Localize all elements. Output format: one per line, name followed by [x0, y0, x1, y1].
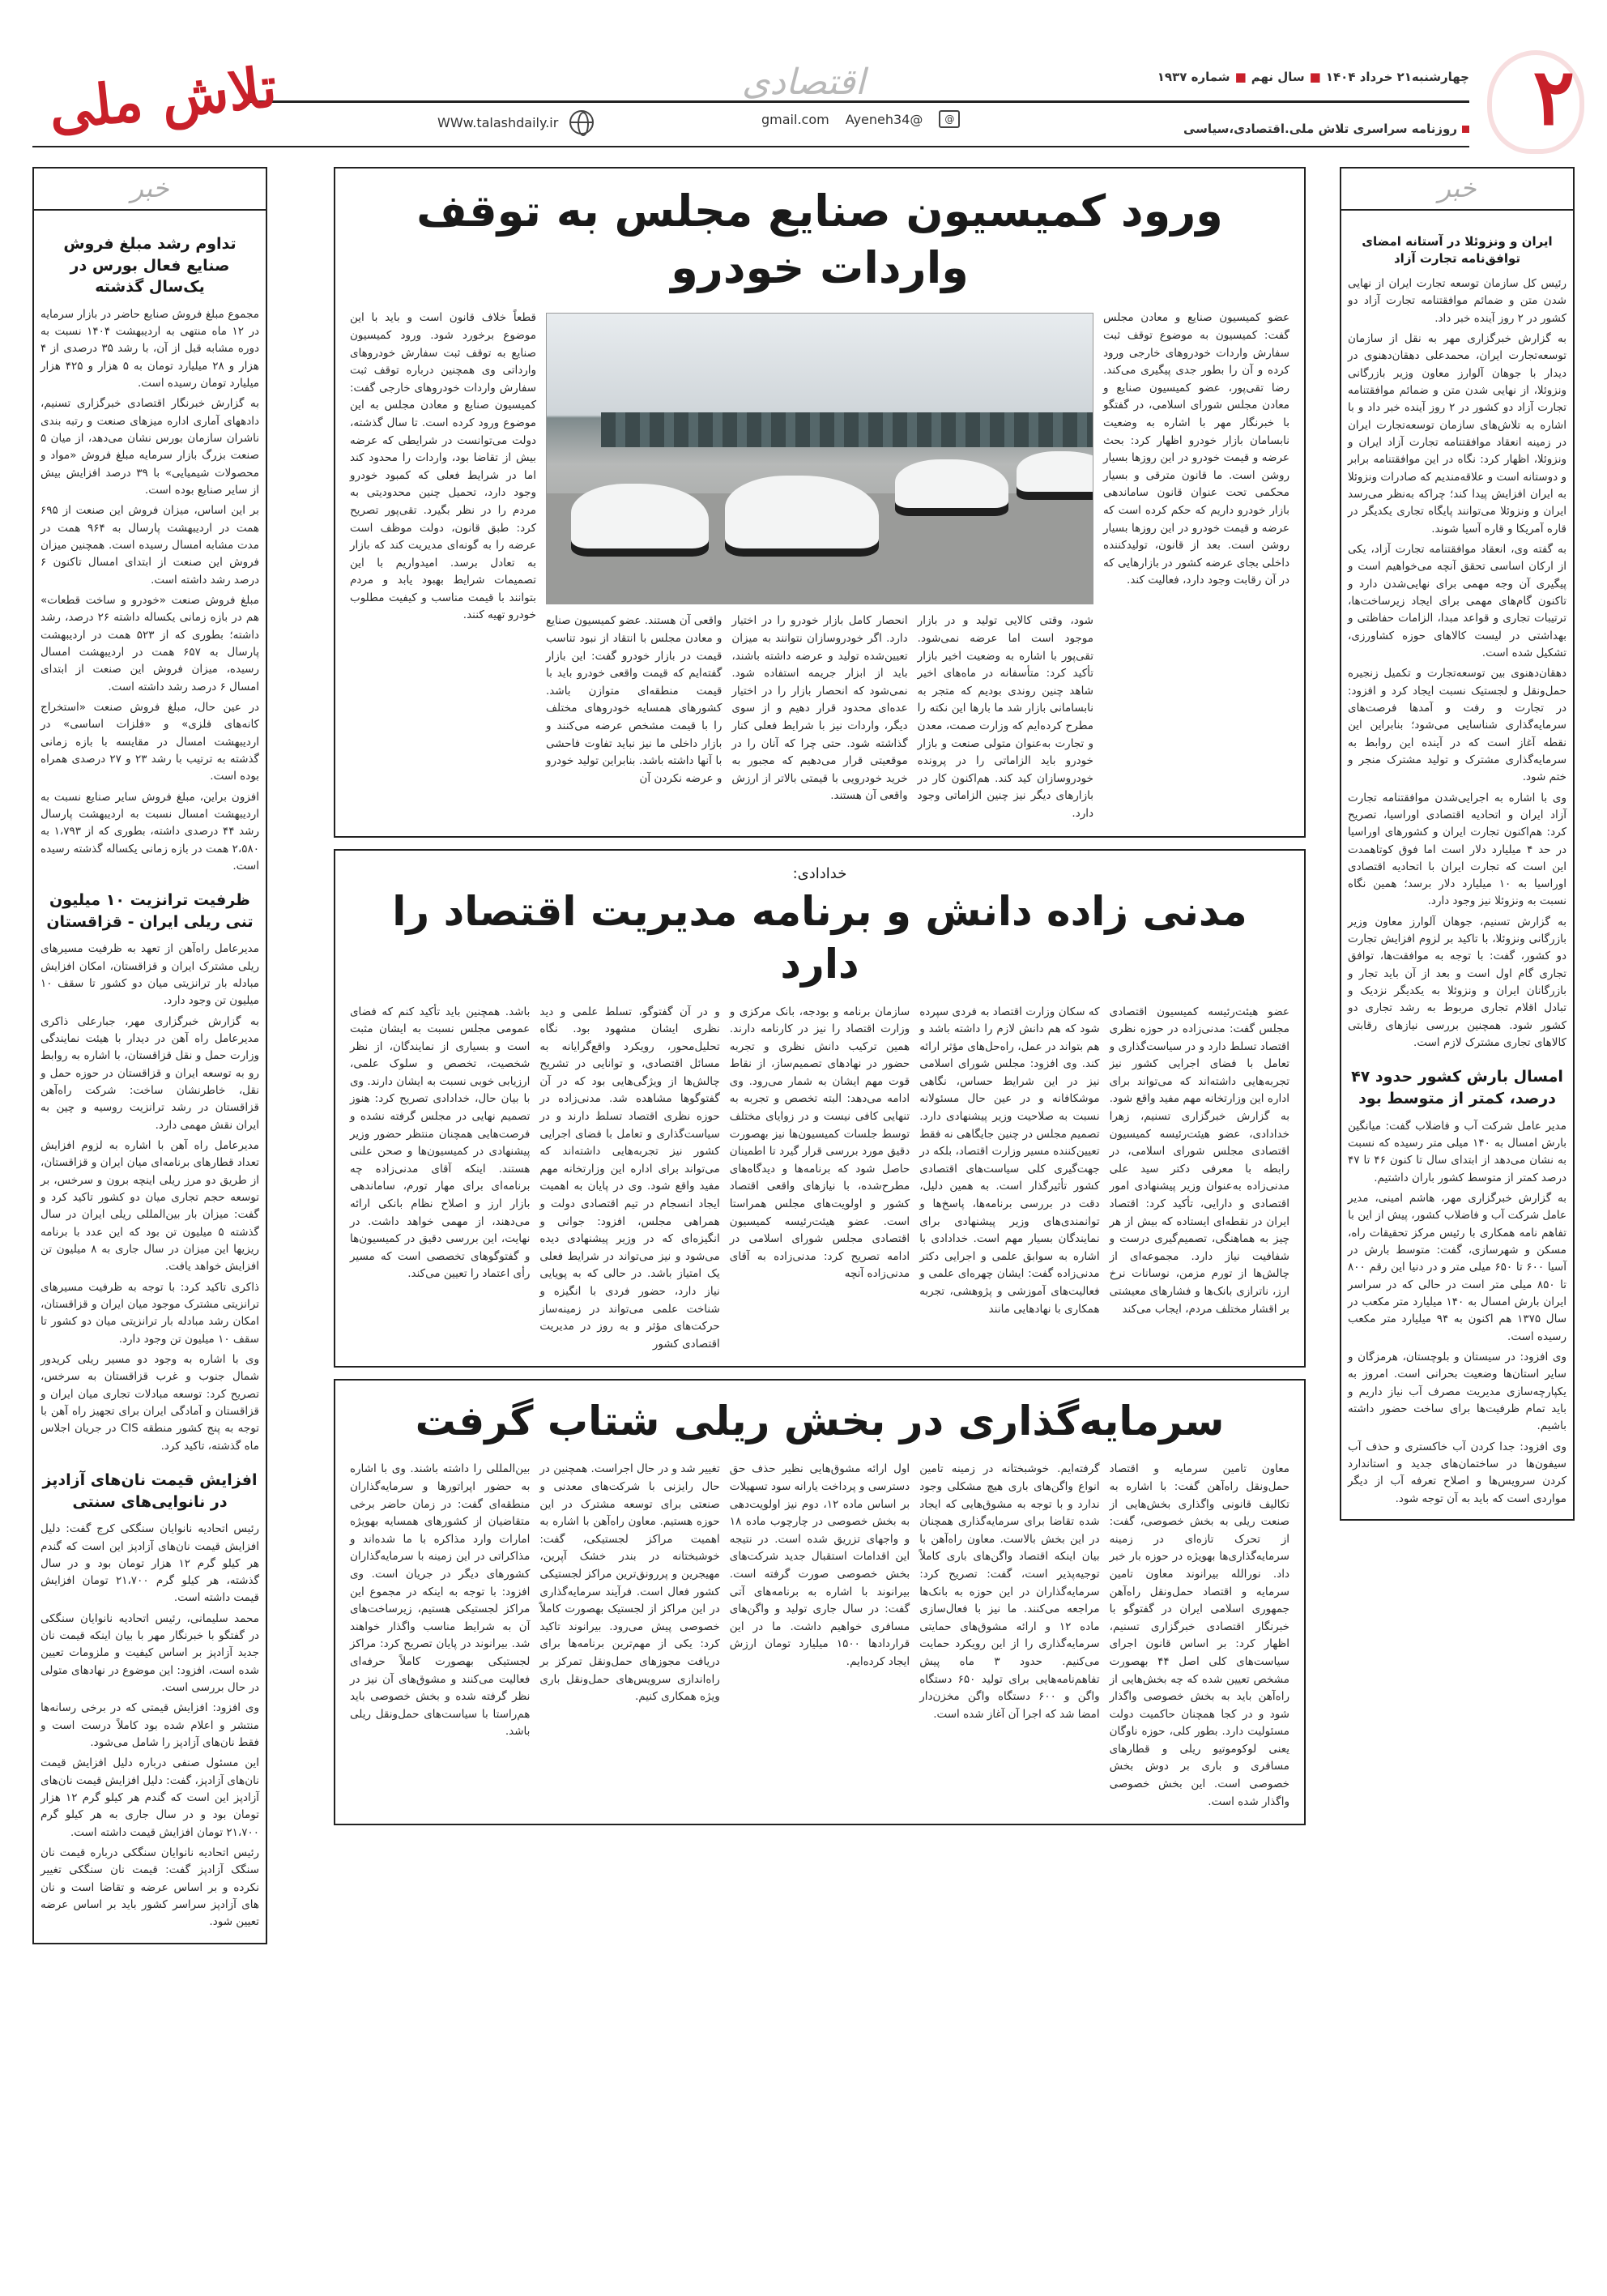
main-content	[334, 167, 1306, 1837]
news-paragraph: رئیس کل سازمان توسعه تجارت ایران از نهایی شدن متن و ضمائم موافقتنامه تجارت آزاد دو کشور در ۲ روز آینده خبر داد.	[1348, 277, 1567, 325]
news-paragraph: به گزارش خبرگزاری مهر، هاشم امینی، مدیر عامل شرکت آب و فاضلاب کشور، پیش از این با تفاهم نامه همکاری با رئیس مرکز تحقیقات راه، مسکن و شهرسازی، گفت: متوسط بارش در آسیا ۶۰۰ تا ۶۵۰ میلی متر و در دنیا این رقم ۸۰۰ تا ۸۵۰ میلی متر است در حالی که در سراسر ایران بارش امسال به ۱۴۰ میلیارد متر مکعب در سال ۱۳۷۵ هم اکنون به ۹۴ میلیارد متر مکعب رسیده است.	[1348, 1191, 1567, 1343]
story-headline: ورود کمیسیون صنایع مجلس به توقف واردات خودرو	[416, 186, 1223, 294]
globe-icon	[569, 110, 594, 134]
section-title: اقتصادی	[741, 62, 866, 103]
issue-number: شماره ۱۹۳۷	[1157, 70, 1230, 84]
news-paragraph: مجموع مبلغ فروش صنایع حاضر در بازار سرمایه در ۱۲ ماه منتهی به اردیبهشت ۱۴۰۴ نسبت به دوره مشابه قبل از آن، با رشد ۳۵ درصدی از ۴ هزار و ۲۸ میلیارد تومان به ۵ هزار و ۴۲۵ هزار میلیارد تومان رسیده است.	[40, 307, 260, 390]
story-car-imports	[334, 167, 1306, 838]
story-column: بین‌المللی را داشته باشند. وی با اشاره به حضور اپراتورها و سرمایه‌گذاران منطقه‌ای گفت: در زمان حاضر برخی متقاضیان از کشورهای همسایه بهویژه امارات وارد مذاکره با ما شده‌اند و مذاکراتی در این زمینه با سرمایه‌گذاران کشورهای دیگر در جریان است. وی افزود: با توجه به اینکه در مجموع این مراکز لجستیکی هستیم، زیرساخت‌های آن به شرایط مناسب واگذار خواهند شد. بیرانوند در پایان تصریح کرد: مراکز لجستیکی بهصورت کاملاً حرفه‌ای فعالیت می‌کنند و مشوق‌های آن نیز در نظر گرفته شده و بخش خصوصی باید هم‌راستا با سیاست‌های حمل‌ونقل ریلی باشد.	[349, 1462, 531, 1739]
news-paragraph: به گزارش خبرگزاری مهر به نقل از سازمان توسعه‌تجارت ایران، محمدعلی دهقان‌دهنوی در دیدار با جوهان آلوارز معاون وزیر بازرگانی ونزوئلا، از نهایی شدن متن و ضمائم موافقتنامه تجارت آزاد دو کشور در ۲ روز آینده خبر داد و با اشاره به تلاش‌های سازمان توسعه‌تجارت ایران در زمینه انعقاد موافقتنامه تجارت آزاد ایران و ونزوئلا، اظهار کرد: نگاه در این موافقتنامه برابر و دوستانه است و علاقه‌مندیم که صادرات ونزوئلا به ایران افزایش پیدا کند؛ چراکه به‌نظر می‌رسد ایران و ونزوئلا می‌توانند پایگاه تجاری یکدیگر در قاره آمریکا و قاره آسیا شوند.	[1348, 331, 1567, 536]
story-column: و در آن گفتوگو، تسلط علمی و دید نظری ایشان مشهود بود. نگاه تحلیل‌محور، رویکرد واقع‌گرایانه به مسائل اقتصادی، و توانایی در تشریح چالش‌ها از ویژگی‌هایی بود که در آن گفتوگوها مشاهده شد. مدنی‌زاده در حوزه نظری اقتصاد تسلط دارند و در سیاست‌گذاری و تعامل با فضای اجرایی کشور نیز تجربه‌هایی داشته‌اند که می‌تواند برای اداره این وزارتخانه مهم مفید واقع شود. وی در پایان به اهمیت ایجاد انسجام در تیم اقتصادی دولت و همراهی مجلس، افزود: جوانی و انگیزه‌ای که در وزیر پیشنهادی دیده می‌شود و نیز می‌تواند در شرایط فعلی یک امتیاز باشد. در حالی که به پویایی نیاز دارد، حضور فردی با انگیزه و شناخت علمی می‌تواند در زمینه‌ساز حرکت‌های مؤثر و به روز در مدیریت اقتصادی کشور	[539, 1005, 720, 1351]
news-title: ظرفیت ترانزیت ۱۰ میلیون تنی ریلی ایران - قزاقستان	[46, 891, 254, 931]
story-column: باشد. همچنین باید تأکید کنم که فضای عمومی مجلس نسبت به ایشان مثبت است و بسیاری از نمایندگان، از نظر شخصیت، تخصص و سلوک علمی، ارزیابی خوبی نسبت به ایشان دارند. وی با بیان حال، خدادادی تصریح کرد: هنوز تصمیم نهایی در مجلس گرفته نشده و فرصت‌هایی همچنان منتظر حضور وزیر پیشنهادی در کمیسیون‌ها و صحن علنی هستند. اینکه آقای مدنی‌زاده چه برنامه‌ای برای مهار تورم، ساماندهی بازار ارز و اصلاح نظام بانکی ارائه می‌دهند، از مهمی خواهد داشت. در نهایت، این بررسی دقیق در کمیسیون‌ها و گفتوگوهای تخصصی است که مسیر رأی اعتماد را تعیین می‌کند.	[349, 1005, 531, 1281]
story-column: تغییر شد و در حال اجراست. همچنین در حال رایزنی با شرکت‌های معدنی و صنعتی برای توسعه مشترک در این حوزه هستیم. معاون راه‌آهن با اشاره به اهمیت مراکز لجستیکی، گفت: خوشبختانه در بندر خشک آپرین، مهیجرین و پررونق‌ترین مراکز لجستیکی کشور فعال است. فرآیند سرمایه‌گذاری در این مراکز از لجستیک بهصورت کاملاً خصوصی پیش می‌رود. بیرانوند تاکید کرد: یکی از مهم‌ترین برنامه‌ها برای دریافت مجوزهای حمل‌ونقل تمرکز بر راه‌اندازی سرویس‌های حمل‌ونقل باری ویژه همکاری کنیم.	[539, 1462, 720, 1704]
news-paragraph: وی با اشاره به اجرایی‌شدن موافقتنامه تجارت آزاد ایران و اتحادیه اقتصادی اوراسیا، تصریح کرد: هم‌اکنون تجارت ایران و کشورهای اوراسیا در حد ۴ میلیارد دلار است اما فوق کوتاهمدت این است که تجارت ایران با اتحادیه اقتصادی اوراسیا به ۱۰ میلیارد دلار برسد؛ همین نگاه نسبت به ونزوئلا نیز وجود دارد.	[1348, 791, 1567, 908]
news-paragraph: مبلغ فروش صنعت «خودرو و ساخت قطعات» هم در بازه زمانی یکساله داشته ۲۶ درصد، رشد داشته؛ بطوری که از ۵۲۳ همت در اردیبهشت پارسال به ۶۵۷ همت در اردیبهشت امسال رسیده، میزان فروش این صنعت از ابتدای امسال ۶ درصد رشد داشته است.	[40, 594, 260, 693]
story-column: معاون تامین سرمایه و اقتصاد حمل‌ونقل راه‌آهن گفت: با اشاره به تکالیف قانونی واگذاری بخش‌هایی از صنعت ریلی به بخش خصوصی، گفت: از تحرک تازه‌ای در زمینه سرمایه‌گذاری‌ها بهویژه در حوزه بار خبر داد. نورالله بیرانوند معاون تامین سرمایه و اقتصاد حمل‌ونقل راه‌آهن جمهوری اسلامی ایران در گفتوگو با خبرنگار اقتصادی خبرگزاری تسنیم، اظهار کرد: بر اساس قانون اجرای سیاست‌های کلی اصل ۴۴ بهصورت مشخص تعیین شده که چه بخش‌هایی از راه‌آهن باید به بخش خصوصی واگذار شود و در کجا همچنان حاکمیت دولت مسئولیت دارد. بطور کلی، حوزه ناوگان یعنی لوکوموتیو ریلی و قطارهای مسافری و باری بر دوش بخش خصوصی است. این بخش خصوصی واگذار شده است.	[1109, 1462, 1289, 1808]
issue-info: چهارشنبه۲۱ خرداد ۱۴۰۴■سال نهم■شماره ۱۹۳۷	[1157, 70, 1469, 84]
story-column: اول ارائه مشوق‌هایی نظیر حذف حق دسترسی و پرداخت یارانه سود تسهیلات بر اساس ماده ۱۲، دوم نیز اولویت‌دهی به بخش خصوصی در چارچوب ماده ۱۸ و واجهای تزریق شده است. در نتیجه این اقدامات استقبال جدید شرکت‌های بخش خصوصی صورت گرفته است. بیرانوند با اشاره به برنامه‌های آتی گفت: در سال جاری تولید و واگن‌های مسافری خواهیم داشت. ما در این قراردادها ۱۵۰۰ میلیارد تومان ارزش ایجاد کرده‌ایم.	[729, 1462, 910, 1668]
news-paragraph: به گفته وی، انعقاد موافقتنامه تجارت آزاد، یکی از ارکان اساسی تحقق آنچه می‌خواهیم است و پیگیری آن وجه مهمی برای نهایی‌شدن دارد و تاکنون گام‌های مهمی برای ایجاد زیرساخت‌ها، ترتیبات تجاری و قواعد مبدا، الزامات حفاظتی و بهداشتی در لیست کالاهای حوزه کشاورزی، تشکیل شده است.	[1348, 542, 1567, 659]
news-paragraph: به گزارش خبرگزاری مهر، جبارعلی ذاکری مدیرعامل راه آهن در دیدار با هیئت نمایندگی وزارت حمل و نقل قزاقستان، با اشاره به روابط رو به توسعه ایران و قزاقستان در حوزه حمل و نقل، خاطرنشان ساخت: شرکت راه‌آهن قزاقستان در رشد ترانزیت روسیه و چین به ایران نقش مهمی دارد.	[40, 1014, 259, 1132]
left-news-column	[32, 167, 267, 1944]
story-minister-nominee	[334, 849, 1306, 1368]
story-column: واقعی آن هستند. عضو کمیسیون صنایع و معادن مجلس با انتقاد از نبود تناسب قیمت در بازار خودرو گفت: این بازار گفته‌ایم که قیمت واقعی خودرو باید با قیمت منطقه‌ای متوازن باشد. کشورهای همسایه خودروهای مختلف را با قیمت مشخص عرضه می‌کنند و بازار داخلی ما نیز نباید تفاوت فاحشی با آنها داشته باشد. بنابراین تولید خودرو و عرضه نکردن آن	[546, 614, 723, 785]
newspaper-logo: تلاش ملی	[45, 54, 280, 143]
story-headline: مدنی زاده دانش و برنامه مدیریت اقتصاد را دارد	[392, 887, 1247, 988]
story-columns	[350, 1004, 1289, 1354]
news-title: امسال بارش کشور حدود ۴۷ درصد، کمتر از متوسط بود	[1351, 1068, 1563, 1108]
story-column: عضو هیئت‌رئیسه کمیسیون اقتصادی مجلس گفت: مدنی‌زاده در حوزه نظری اقتصاد تسلط دارد و در سیاست‌گذاری و تعامل با فضای اجرایی کشور نیز تجربه‌هایی داشته‌اند که می‌تواند برای اداره این وزارتخانه مهم مفید واقع شود. به گزارش خبرگزاری تسنیم، زهرا خدادادی، عضو هیئت‌رئیسه کمیسیون اقتصادی مجلس شورای اسلامی، در رابطه با معرفی دکتر سید علی مدنی‌زاده به‌عنوان وزیر پیشنهادی امور اقتصادی و دارایی، تأکید کرد: اقتصاد ایران در نقطه‌ای ایستاده که بیش از هر چیز به هماهنگی، تصمیم‌گیری درست و شفافیت نیاز دارد. مجموعه‌ای از چالش‌ها از تورم مزمن، نوسانات نرخ ارز، ناترازی بانک‌ها و فشارهای معیشتی بر اقشار مختلف مردم، ایجاب می‌کند	[1109, 1005, 1289, 1316]
story-column: قطعاً خلاف قانون است و باید با این موضوع برخورد شود. ورود کمیسیون صنایع به توقف ثبت سفارش خودروهای وارداتی وی همچنین درباره توقف ثبت سفارش واردات خودروهای خارجی گفت: کمیسیون صنایع و معادن مجلس به این موضوع ورود کرده است. تا سال گذشته، دولت می‌توانست در شرایطی که عرضه بیش از تقاضا بود، واردات را محدود کند اما در شرایط فعلی که کمبود خودرو وجود دارد، تحمیل چنین محدودیتی به مردم را در نظر بگیرد. تقی‌پور تصریح کرد: طبق قانون، دولت موظف است عرضه را به گونه‌ای مدیریت کند که بازار به تعادل برسد. امیدواریم با این تصمیمات شرایط بهبود یابد و مردم بتوانند با قیمت مناسب و کیفیت مطلوب خودرو تهیه کنند.	[350, 311, 536, 622]
story-headline: سرمایه‌گذاری در بخش ریلی شتاب گرفت	[415, 1398, 1225, 1445]
news-paragraph: رئیس اتحادیه نانوایان سنگکی کرج گفت: دلیل افزایش قیمت نان‌های آزادپز این است که گندم هر کیلو گرم ۱۲ هزار تومان بود و در سال گذشته، هر کیلو گرم ۲۱،۷۰۰ تومان افزایش قیمت داشته است.	[40, 1522, 259, 1605]
news-paragraph: به گزارش تسنیم، جوهان آلوارز معاون وزیر بازرگانی ونزوئلا، با تاکید بر لزوم افزایش تجارت دو کشور، گفت: با توجه به موافقت‌ها، توافق تجاری گام اول است و بعد از آن باید تجار و بازرگانان ایران و ونزوئلا به یکدیگر نزدیک و تبادل اقلام تجاری مربوط به رشد تجاری دو کشور شود. همچنین بررسی نیازهای رقابتی کالاهای تجاری مشترک لازم است.	[1348, 915, 1567, 1050]
story-column: گرفته‌ایم. خوشبختانه در زمینه تامین انواع واگن‌های باری هیچ مشکلی وجود ندارد و با توجه به مشوق‌هایی که ایجاد شده تقاضا برای سرمایه‌گذاری همچنان در این بخش بالاست. معاون راه‌آهن با بیان اینکه اقتصاد واگن‌های باری کاملاً توجیه‌پذیر است، گفت: تصریح کرد: سرمایه‌گذاران در این حوزه به بانک‌ها مراجعه می‌کنند. ما نیز با فعال‌سازی ماده ۱۲ و ارائه مشوق‌های حمایتی سرمایه‌گذاری را از این رویکرد حمایت می‌کنیم. حدود ۳ ماه پیش تفاهم‌نامه‌هایی برای تولید ۶۵۰ دستگاه واگن و ۶۰۰ دستگاه واگن مخزن‌دار امضا شد که اجرا آن آغاز شده است.	[919, 1462, 1100, 1721]
news-paragraph: دهقان‌دهنوی بین توسعه‌تجارت و تکمیل زنجیره حمل‌ونقل و لجستیک نسبت ایجاد کرد و افزود: در تجارت و رفت و آمدها فرصت‌های سرمایه‌گذاری شناسایی می‌شود؛ بنابراین این نقطه آغاز است که در آینده این روابط به سرمایه‌گذاری مشترک و تولید مشترک منجر و ختم شود.	[1348, 667, 1567, 784]
story-center-block	[546, 309, 1093, 822]
news-paragraph: به گزارش خبرنگار اقتصادی خبرگزاری تسنیم، دادههای آماری اداره میزهای صنعت و رتبه بندی ناشران سازمان بورس نشان می‌دهد، از میان ۵ صنعت بزرگ بازار سرمایه مبلغ فروش «مواد و محصولات شیمیایی» با ۳۹ درصد افزایش بیش از سایر صنایع بوده است.	[40, 397, 259, 497]
news-paragraph: افزون براین، مبلغ فروش سایر صنایع نسبت به اردیبهشت امسال نسبت به اردیبهشت پارسال رشد ۴۴ درصدی داشته، بطوری که از ۱،۷۹۳ به ۲،۵۸۰ همت در بازه زمانی یکساله گذشته رسیده است.	[40, 790, 259, 873]
right-news-column	[1340, 167, 1575, 1521]
news-paragraph: وی افزود: جدا کردن آب خاکستری و حذف آب سیفون‌ها در ساختمان‌های جدید و استاندارد کردن سرویس‌ها و اصلاح تعرفه آب از دیگر مواردی است که باید به آن توجه شود.	[1348, 1440, 1567, 1505]
news-paragraph: وی با اشاره به وجود دو مسیر ریلی کریدور شمال جنوب و غرب قزاقستان به سرخس، تصریح کرد: توسعه مبادلات تجاری میان ایران و قزاقستان و آمادگی ایران برای تجهیز راه آهن با توجه به پنج کشور منطقه CIS در جریان اجلاس ماه گذشته، تاکید کرد.	[40, 1353, 259, 1453]
issue-year: سال نهم	[1251, 70, 1305, 84]
website-url: WWw.talashdaily.ir	[437, 114, 559, 130]
story-column: شود، وقتی کالایی تولید و در بازار موجود است اما عرضه نمی‌شود. تقی‌پور با اشاره به وضعیت اخیر بازار تأکید کرد: متأسفانه در ماه‌های اخیر شاهد چنین روندی بودیم که متجر به نابسامانی بازار شد ما بارها این نکته را مطرح کرده‌ایم که وزارت صمت، معدن و تجارت به‌عنوان متولی صنعت و بازار خودرو باید الزاماتی را در پرونده خودروسازان کید کند. هم‌اکنون کار در بازارهای دیگر نیز چنین الزاماتی وجود دارد.	[917, 614, 1093, 820]
email-domain: gmail.com	[761, 111, 829, 127]
story-rail-investment	[334, 1379, 1306, 1825]
issue-date: چهارشنبه۲۱ خرداد ۱۴۰۴	[1325, 70, 1469, 84]
website-link[interactable]	[437, 110, 594, 134]
news-paragraph: در عین حال، مبلغ فروش صنعت «استخراج کانه‌های فلزی» و «فلزات اساسی» در اردیبهشت امسال در مقایسه با بازه زمانی گذشته به ترتیب با رشد ۲۳ و ۲۷ درصدی همراه بوده است.	[40, 701, 259, 783]
email-icon: @	[939, 110, 960, 128]
story-columns	[350, 1461, 1289, 1811]
news-title: افزایش قیمت نان‌های آزادپز در نانوایی‌های سنتی	[42, 1470, 258, 1511]
news-paragraph: محمد سلیمانی، رئیس اتحادیه نانوایان سنگکی در گفتگو با خبرنگار مهر با بیان اینکه قیمت نان جدید آزادپز بر اساس کیفیت و ملزومات تعیین شده است، افزود: این موضوع در نهادهای متولی در حال بررسی است.	[40, 1611, 259, 1695]
news-paragraph: مدیرعامل راه آهن با اشاره به لزوم افزایش تعداد قطارهای برنامه‌ای میان ایران و قزاقستان، از طریق دو مرز ریلی اینچه برون و سرخس، بر توسعه حجم تجاری میان دو کشور تاکید کرد و گفت: میزان بار بین‌المللی ریلی ایران در سال گذشته ۵ میلیون تن بود که این عدد با برنامه ریزیها این میزان در سال جاری به ۸ میلیون تن افزایش خواهد یافت.	[40, 1139, 259, 1274]
news-paragraph: این مسئول صنفی درباره دلیل افزایش قیمت نان‌های آزادپز، گفت: دلیل افزایش قیمت نان‌های آزادپز این است که گندم هر کیلو گرم ۱۲ هزار تومان بود و در سال جاری به هر کیلو گرم ۲۱،۷۰۰ تومان افزایش قیمت داشته است.	[40, 1756, 259, 1839]
news-header: خبر	[32, 167, 267, 209]
news-paragraph: بر این اساس، میزان فروش این صنعت از ۶۹۵ همت در اردیبهشت پارسال به ۹۶۴ همت در مدت مشابه امسال رسیده است. همچنین میزان فروش این صنعت از ابتدای امسال تاکنون ۶ درصد رشد داشته است.	[40, 504, 259, 587]
story-column: سازمان برنامه و بودجه، بانک مرکزی و وزارت اقتصاد را نیز در کارنامه دارند. همین ترکیب دانش نظری و تجربه حضور در نهادهای تصمیم‌ساز، از نقاط قوت مهم ایشان به شمار می‌رود. وی ادامه می‌دهد: البته تخصص و تجربه به تنهایی کافی نیست و در زوایای مختلف توسط جلسات کمیسیون‌ها نیز بهصورت دقیق مورد بررسی قرار گیرد تا اطمینان حاصل شود که برنامه‌ها و دیدگاه‌های مطرح‌شده، با نیازهای واقعی اقتصاد کشور و اولویت‌های مجلس همراستا است. عضو هیئت‌رئیسه کمیسیون اقتصادی مجلس شورای اسلامی در ادامه تصریح کرد: مدنی‌زاده به آقای مدنی‌زاده آنچه	[729, 1005, 910, 1281]
news-paragraph: مدیر عامل شرکت آب و فاضلاب گفت: میانگین بارش امسال به ۱۴۰ میلی متر رسیده که نسبت به نشان می‌دهد از ابتدای سال تا کنون ۴۶ تا ۴۷ درصد کمتر از متوسط کشور باران داشتیم.	[1348, 1119, 1567, 1184]
news-paragraph: مدیرعامل راه‌آهن از تعهد به ظرفیت مسیرهای ریلی مشترک ایران و قزاقستان، امکان افزایش مبادله بار ترانزیتی میان دو کشور تا سقف ۱۰ میلیون تن وجود دارد.	[40, 942, 259, 1008]
story-column: انحصار کامل بازار خودرو را در اختیار دارد. اگر خودروسازان نتوانند به میزان تعیین‌شده تولید و عرضه داشته باشند، باید از ابزار جریمه استفاده شود. نمی‌شود که انحصار بازار را در اختیار عده‌ای محدود قرار دهیم و از سوی دیگر، واردات نیز با شرایط فعلی کنار گذاشته شود. حتی چرا که آنان را در موقعیتی قرار می‌دهیم که مجبور به خرید خودرویی با قیمتی بالاتر از ارزش واقعی آن هستند.	[731, 614, 908, 803]
car-lot-photo	[546, 313, 1093, 604]
news-title: ایران و ونزوئلا در آستانه امضای توافق‌نامه تجارت آزاد	[1362, 234, 1553, 266]
news-paragraph: وی افزود: افزایش قیمتی که در برخی رسانه‌ها منتشر و اعلام شده بود کاملاً درست است و فقط نان‌های آزادپز را شامل می‌شود.	[40, 1701, 259, 1750]
news-paragraph: رئیس اتحادیه نانوایان سنگکی درباره قیمت نان سنگک آزادپز گفت: قیمت نان سنگکی تغییر نکرده و بر اساس عرضه و تقاضا است و نان های آزادپز سراسر کشور باید بر اساس عرضه تعیین شود.	[40, 1846, 259, 1929]
news-paragraph: ذاکری تاکید کرد: با توجه به ظرفیت مسیرهای ترانزیتی مشترک موجود میان ایران و قزاقستان، امکان رشد مبادله بار ترانزیتی میان دو کشور تا سقف ۱۰ میلیون تن وجود دارد.	[40, 1280, 259, 1346]
news-header: خبر	[1340, 167, 1575, 209]
story-kicker: خدادادی:	[792, 864, 847, 882]
news-body	[32, 209, 267, 1944]
masthead	[0, 0, 1607, 154]
page-number: ۲	[1532, 51, 1575, 143]
email-user: Ayeneh34@	[845, 111, 923, 127]
story-columns	[546, 612, 1093, 822]
news-body	[1340, 209, 1575, 1521]
tagline: روزنامه سراسری تلاش ملی.اقتصادی،سیاسی	[1183, 122, 1469, 136]
news-title: تداوم رشد مبلغ فروش صنایع فعال بورس در یک‌سال گذشته	[63, 235, 237, 297]
email-contact[interactable]	[761, 110, 960, 128]
story-column: عضو کمیسیون صنایع و معادن مجلس گفت: کمیسیون به موضوع توقف ثبت سفارش واردات خودروهای خارجی ورود کرده و آن را بطور جدی پیگیری می‌کند. رضا تقی‌پور، عضو کمیسیون صنایع و معادن مجلس شورای اسلامی، در گفتگو با خبرنگار مهر با اشاره به وضعیت نابسامان بازار خودرو اظهار کرد: بحث عرضه و قیمت خودرو در این روزها بسیار روشن است. ما قانون مترقی و بسیار محکمی تحت عنوان قانون ساماندهی بازار خودرو داریم که حکم کرده است که عرضه و قیمت خودرو در این روزها بسیار روشن است. بعد از قانون، تولیدکننده داخلی بجای عرضه کشور در بازارهایی که در آن رقابت وجود دارد، فعالیت کند.	[1103, 311, 1289, 587]
news-paragraph: وی افزود: در سیستان و بلوچستان، هرمزگان و سایر استان‌ها وضعیت بحرانی است. امروز به یکپارچه‌سازی مدیریت مصرف آب نیاز داریم و باید تمام ظرفیت‌ها برای ساخت حضور داشته باشیم.	[1348, 1350, 1567, 1433]
story-column: که سکان وزارت اقتصاد به فردی سپرده شود که هم دانش لازم را داشته باشد و هم بتواند در عمل، راه‌حل‌های مؤثر ارائه کند. وی افزود: مجلس شورای اسلامی نیز در این شرایط حساس، نگاهی موشکافانه و در عین حال مسئولانه نسبت به صلاحیت وزیر پیشنهادی دارد. تصمیم مجلس در چنین جایگاهی نه فقط تعیین‌کننده مسیر وزارت اقتصاد، بلکه در جهت‌گیری کلی سیاست‌های اقتصادی کشور تأثیرگذار است. به همین دلیل، دقت در بررسی برنامه‌ها، پاسخ‌ها و توانمندی‌های وزیر پیشنهادی برای نمایندگان بسیار مهم است. خدادادی با اشاره به سوابق علمی و اجرایی دکتر مدنی‌زاده گفت: ایشان چهره‌ای علمی و فعالیت‌های آموزشی و پژوهشی، تجربه همکاری با نهادهایی مانند	[919, 1005, 1100, 1316]
masthead-bottom-rule	[32, 146, 1469, 147]
